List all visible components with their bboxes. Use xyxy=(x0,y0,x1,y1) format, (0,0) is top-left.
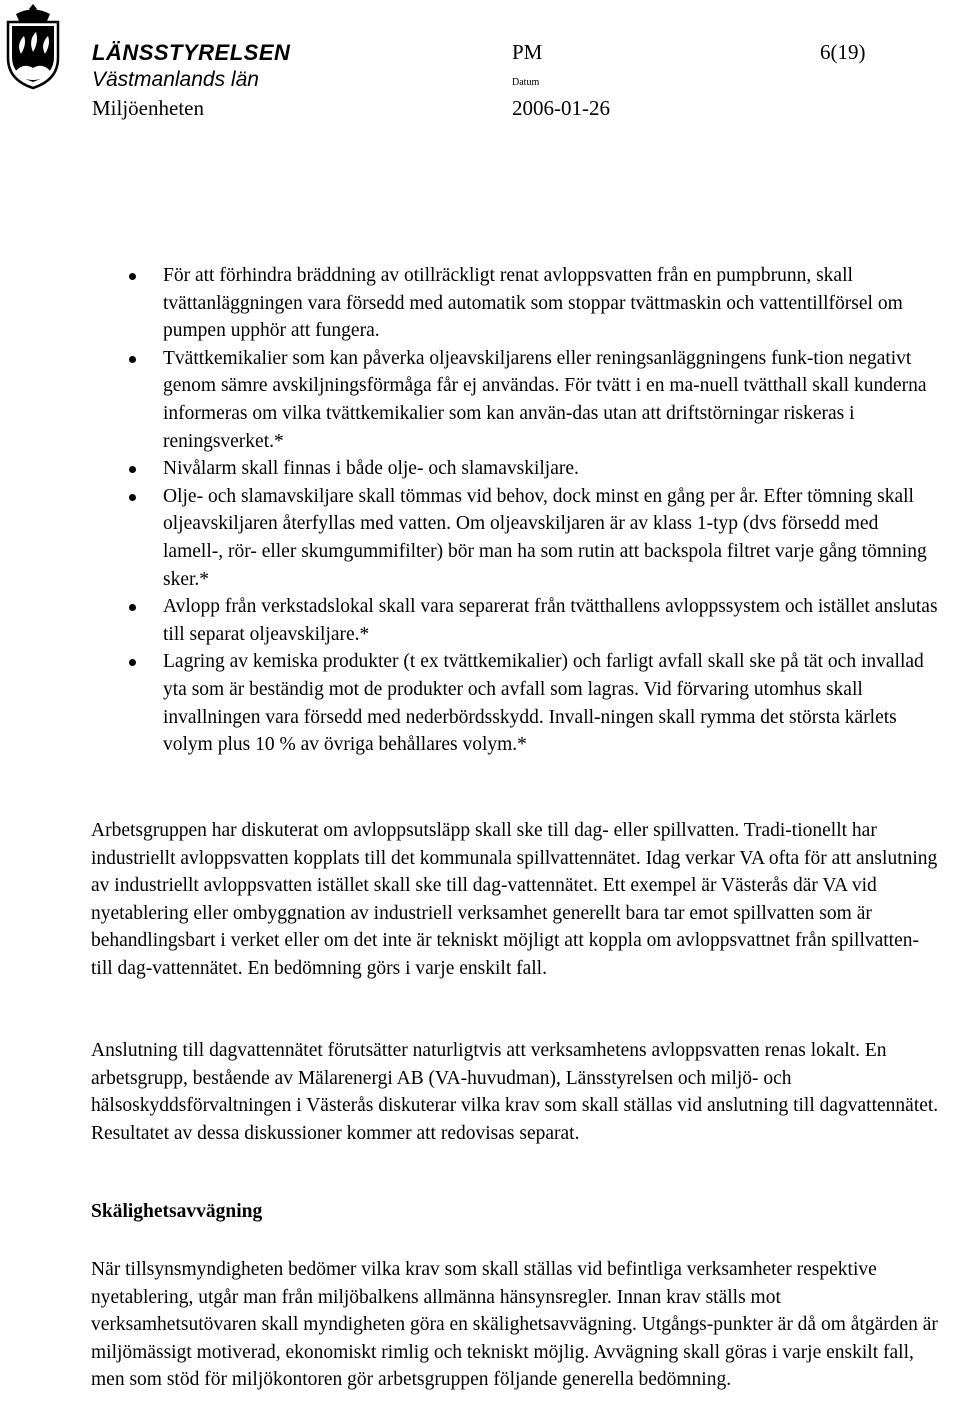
list-item-text: För att förhindra bräddning av otillräckligt renat avloppsvatten från en pumpbrunn, skall tvättanläggningen vara försedd med automatik som stoppar tvättmaskin och vattentillförsel om pumpen upphör att fungera. xyxy=(163,265,903,342)
paragraph-assessment: När tillsynsmyndigheten bedömer vilka krav som skall ställas vid befintliga verksamheter respektive nyetablering, utgår man från miljöbalkens allmänna hänsynsregler. Innan krav ställs mot verksamhetsutövaren skall myndigheten göra en skälighetsavvägning. Utgångs-punkter är då om åtgärden är miljömässigt motiverad, ekonomiskt rimlig och tekniskt möjlig. Avvägning skall göras i varje enskilt fall, men som stöd för miljökontoren gör arbetsgruppen följande generella bedömning. xyxy=(91,1259,938,1391)
list-item xyxy=(91,455,941,483)
date-label: Datum xyxy=(512,77,540,88)
requirements-list xyxy=(91,262,941,759)
bullet-icon xyxy=(129,466,136,473)
document-date: 2006-01-26 xyxy=(512,96,610,120)
list-item-text: Tvättkemikalier som kan påverka oljeavskiljarens eller reningsanläggningens funk-tion negativt genom sämre avskiljningsförmåga får ej användas. För tvätt i en ma-nuell tvätthall skall kunderna informeras om vilka tvättkemikalier som kan använ-das utan att driftstörningar riskeras i reningsverket.* xyxy=(163,347,927,452)
doc-type: PM xyxy=(512,40,543,64)
unit-name: Miljöenheten xyxy=(92,96,204,120)
list-item-text: Nivålarm skall finnas i både olje- och slamavskiljare. xyxy=(163,458,579,480)
county-crest-logo xyxy=(2,2,64,90)
bullet-icon xyxy=(129,356,136,363)
list-item-text: Avlopp från verkstadslokal skall vara separerat från tvätthallens avloppssystem och istället anslutas till separat oljeavskiljare.* xyxy=(163,596,938,645)
paragraph-drainage: Arbetsgruppen har diskuterat om avloppsutsläpp skall ske till dag- eller spillvatten. Tradi-tionellt har industriellt avloppsvatten kopplats till det kommunala spillvattennätet. Idag verkar VA ofta för att anslutning av industriellt avloppsvatten istället skall ske till dag-vattennätet. Ett exempel är Västerås där VA vid nyetablering eller ombyggnation av industriell verksamhet generellt bara tar emot spillvatten som är behandlingsbart i verket eller om det inte är tekniskt möjligt att koppla om avloppsvattnet från spillvatten- till dag-vattennätet. En bedömning görs i varje enskilt fall. xyxy=(91,820,938,979)
page-number: 6(19) xyxy=(820,40,866,64)
org-name: LÄNSSTYRELSEN xyxy=(92,40,291,65)
list-item xyxy=(91,648,941,758)
list-item-text: Olje- och slamavskiljare skall tömmas vid behov, dock minst en gång per år. Efter tömning skall oljeavskiljaren återfyllas med vatten. Om oljeavskiljaren är av klass 1-typ (dvs försedd med lamell-, rör- eller skumgummifilter) bör man ha som rutin att backspola filtret varje gång tömning sker.* xyxy=(163,485,927,590)
bullet-icon xyxy=(129,494,136,501)
list-item xyxy=(91,593,941,648)
bullet-icon xyxy=(129,273,136,280)
list-item xyxy=(91,262,941,345)
list-item-text: Lagring av kemiska produkter (t ex tvättkemikalier) och farligt avfall skall ske på tät och invallad yta som är beständig mot de produkter och avfall som lagras. Vid förvaring utomhus skall invallningen vara försedd med nederbördsskydd. Invall-ningen skall rymma det största kärlets volym plus 10 % av övriga behållares volym.* xyxy=(163,651,924,756)
list-item xyxy=(91,345,941,455)
bullet-icon xyxy=(129,659,136,666)
paragraph-stormwater: Anslutning till dagvattennätet förutsätter naturligtvis att verksamhetens avloppsvatten renas lokalt. En arbetsgrupp, bestående av Mälarenergi AB (VA-huvudman), Länsstyrelsen och miljö- och hälsoskyddsförvaltningen i Västerås diskuterar vilka krav som skall ställas vid anslutning till dagvattennätet. Resultatet av dessa diskussioner kommer att redovisas separat. xyxy=(91,1040,939,1144)
section-heading: Skälighetsavvägning xyxy=(91,1201,263,1222)
list-item xyxy=(91,483,941,593)
county-name: Västmanlands län xyxy=(92,68,259,91)
bullet-icon xyxy=(129,604,136,611)
